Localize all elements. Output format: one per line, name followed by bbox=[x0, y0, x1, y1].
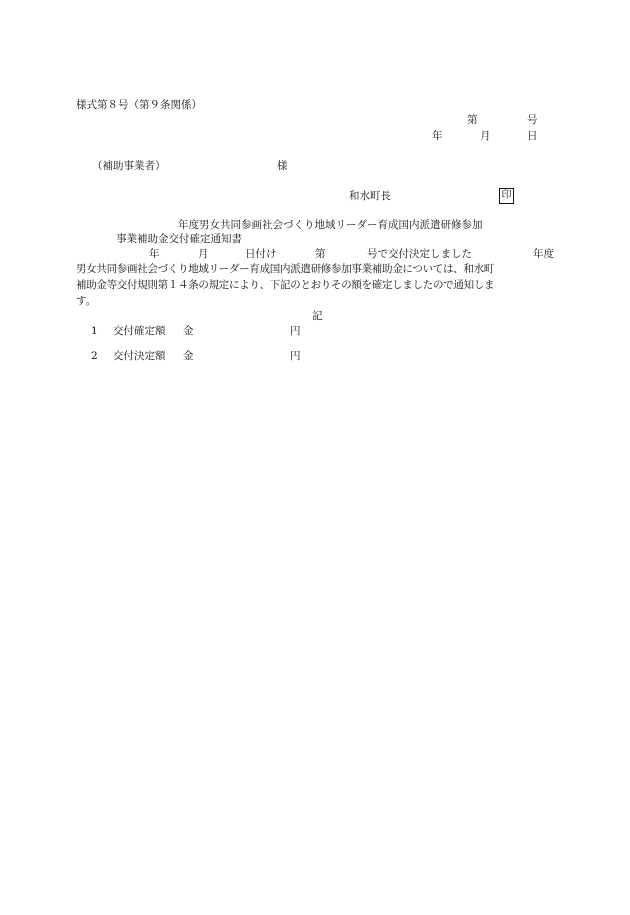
body-line-2: 男女共同参画社会づくり地域リーダー育成国内派遣研修参加事業補助金については、和水町 bbox=[76, 263, 494, 275]
item-2-number: 2 bbox=[91, 350, 98, 362]
item-1-number: 1 bbox=[91, 325, 98, 337]
issuer-title: 和水町長 bbox=[349, 190, 391, 202]
body-line-4: す。 bbox=[76, 295, 97, 307]
body-year: 年 bbox=[149, 248, 160, 260]
recipient-name: （補助事業者） bbox=[92, 160, 166, 172]
doc-date-year: 年 bbox=[432, 130, 443, 142]
doc-number-dai: 第 bbox=[467, 114, 478, 126]
recipient-honorific: 様 bbox=[277, 160, 288, 172]
form-label: 様式第８号（第９条関係） bbox=[76, 99, 202, 111]
title-line-2: 事業補助金交付確定通知書 bbox=[116, 233, 242, 245]
body-fiscal-year: 年度 bbox=[533, 248, 554, 260]
body-line-3: 補助金等交付規則第１４条の規定により、下記のとおりその額を確定しましたので通知しま bbox=[76, 279, 495, 291]
item-1-yen: 円 bbox=[290, 325, 301, 337]
seal-mark: 印 bbox=[499, 188, 514, 204]
ki-heading: 記 bbox=[312, 310, 323, 322]
item-2-label: 交付決定額 bbox=[113, 350, 166, 362]
item-1-label: 交付確定額 bbox=[113, 325, 166, 337]
doc-date-day: 日 bbox=[527, 130, 538, 142]
item-2-kin: 金 bbox=[183, 350, 194, 362]
body-decision: 号で交付決定しました bbox=[367, 248, 472, 260]
doc-date-month: 月 bbox=[480, 130, 491, 142]
body-day-dated: 日付け bbox=[245, 248, 277, 260]
title-line-1: 年度男女共同参画社会づくり地域リーダー育成国内派遣研修参加 bbox=[178, 219, 483, 231]
item-2-yen: 円 bbox=[290, 350, 301, 362]
doc-number-go: 号 bbox=[527, 114, 538, 126]
body-dai: 第 bbox=[315, 248, 326, 260]
body-month: 月 bbox=[198, 248, 209, 260]
item-1-kin: 金 bbox=[183, 325, 194, 337]
